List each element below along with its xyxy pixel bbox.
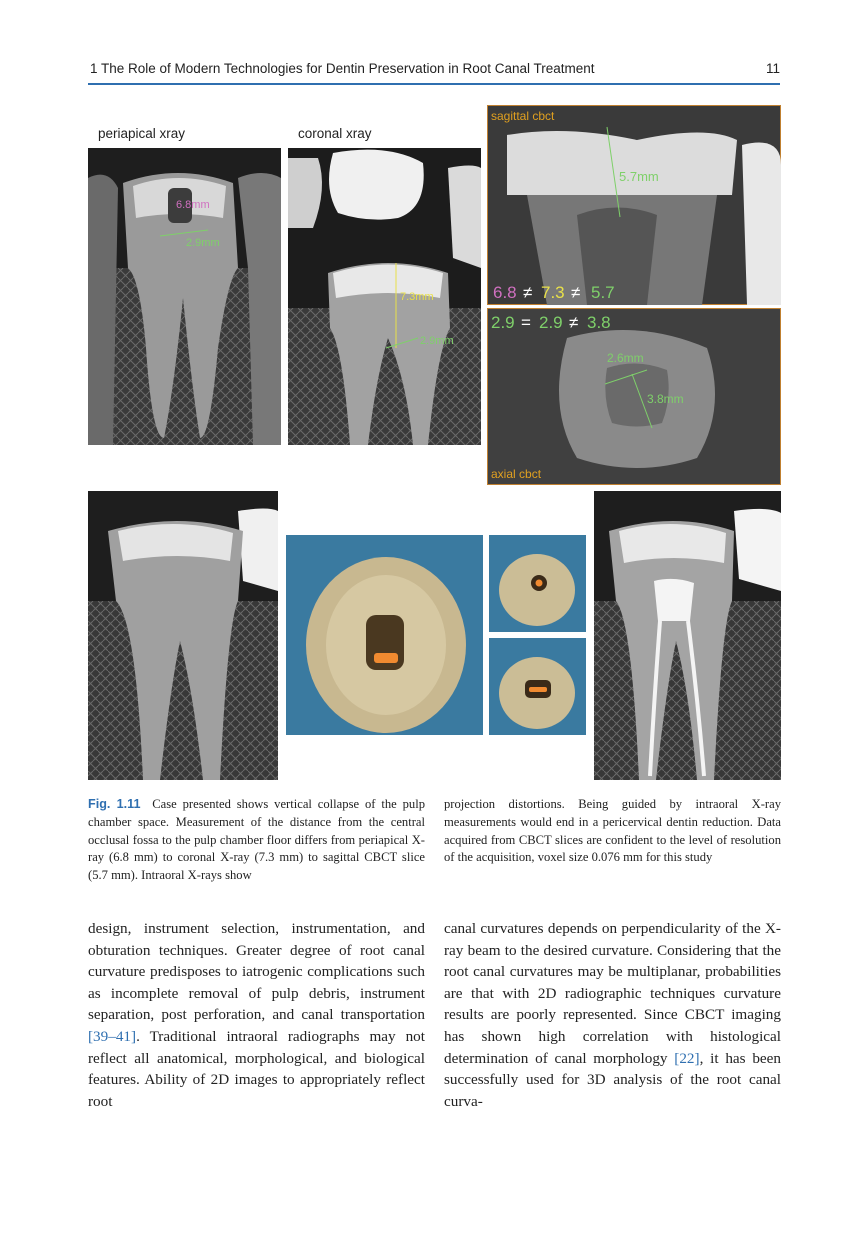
coronal-measure-2: 2.9mm [420,335,454,347]
header-rule [88,83,780,85]
figure-caption-col2 [444,796,781,867]
sagittal-compare-b: 7.3 [541,283,565,302]
axial-measure-1: 2.6mm [607,351,644,365]
sagittal-cbct-image [487,105,781,305]
page-number: 11 [765,61,780,76]
running-header-title: 1 The Role of Modern Technologies for Dentin Preservation in Root Canal Treatment [90,61,595,76]
clinical-photo-access-cavity [286,535,483,735]
sagittal-op-1: ≠ [523,283,533,302]
periapical-xray-image [88,148,281,445]
periapical-label: periapical xray [98,126,186,141]
sagittal-measure-1: 5.7mm [619,169,659,184]
periapical-measure-2: 2.9mm [186,237,220,249]
figure-caption-col1 [88,796,425,885]
body-col1-text-cont: . Traditional intraoral radiographs may not reflect all anatomical, morphological, and biological features. Ability of 2D images to appropriately reflect root [88,1027,425,1110]
axial-measure-2: 3.8mm [647,392,684,406]
figure-caption-text-1: Case presented shows vertical collapse of the pulp chamber space. Measurement of the distance from the central occlusal fossa to the pulp chamber floor differs from periapical X-ray (6.8 mm) to coronal X-ray (7.3 mm) to sagittal CBCT slice (5.7 mm). Intraoral X-rays show [88,797,426,883]
coronal-label: coronal xray [298,126,372,141]
postoperative-xray-image [594,491,781,780]
axial-compare-b: 2.9 [539,313,563,332]
clinical-photo-small-1 [489,535,586,632]
axial-compare-a: 2.9 [491,313,515,332]
figure-caption-text-2: projection distortions. Being guided by intraoral X-ray measurements would end in a pericervical dentin reduction. Data acquired from CBCT slices are confident to the level of resolution of the acquisition, voxel size 0.076 mm for this study [444,797,781,865]
figure-number: Fig. 1.11 [88,797,141,811]
coronal-xray-image [288,148,481,445]
axial-compare-c: 3.8 [587,313,611,332]
sagittal-label: sagittal cbct [491,109,555,123]
body-column-2 [444,918,781,1112]
periapical-measure-1: 6.8mm [176,199,210,211]
sagittal-op-2: ≠ [571,283,581,302]
body-col1-text: design, instrument selection, instrumentation, and obturation techniques. Greater degree of root canal curvature predisposes to iatrogenic complications such as incomplete removal of pulp debris, instrument separation, post perforation, and canal transportation [88,920,425,1024]
axial-cbct-image [487,308,781,485]
body-col2-text-cont: , it has been successfully used for 3D analysis of the root canal curva- [444,1049,781,1110]
preoperative-xray-image [88,491,278,780]
axial-op-2: ≠ [569,313,579,332]
axial-op-1: = [521,313,531,332]
coronal-measure-1: 7.3mm [400,291,434,303]
citation-link-39-41[interactable]: [39–41] [88,1027,137,1045]
sagittal-compare-a: 6.8 [493,283,517,302]
sagittal-compare-c: 5.7 [591,283,615,302]
clinical-photo-small-2 [489,638,586,735]
citation-link-22[interactable]: [22] [674,1049,700,1067]
body-column-1 [88,918,425,1112]
axial-label: axial cbct [491,467,542,481]
body-col2-text: canal curvatures depends on perpendicularity of the X-ray beam to the desired curvature. Considering that the root canal curvatures may be multiplanar, probabilities are that with 2D radiographic techniques curvature results are poorly represented. Since CBCT imaging has shown high correlation with histological determination of canal morphology [444,920,781,1067]
